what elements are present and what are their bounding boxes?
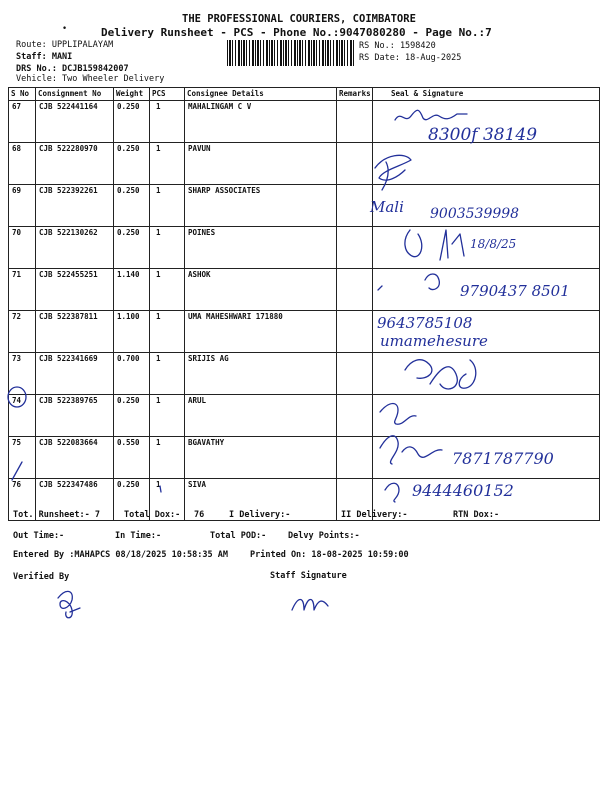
cell-pcs: 1: [150, 437, 185, 479]
cell-weight: 0.250: [114, 479, 150, 521]
phone-76: 9444460152: [412, 481, 514, 500]
cell-sno: 76: [9, 479, 36, 521]
signature-67: [395, 110, 467, 120]
cell-sno: 74: [9, 395, 36, 437]
phone-72: 9643785108: [377, 314, 473, 332]
cell-consignee: POINES: [185, 227, 337, 269]
name-72: umamehesure: [380, 332, 488, 350]
phone-67: 8300f 38149: [428, 125, 538, 145]
cell-consignee: SRIJIS AG: [185, 353, 337, 395]
total-dox-label: Total Dox:-: [124, 510, 181, 520]
ii-delivery: II Delivery:-: [341, 510, 408, 520]
cell-sno: 72: [9, 311, 36, 353]
cell-pcs: 1: [150, 311, 185, 353]
cell-pcs: 1: [150, 227, 185, 269]
cell-consignment: CJB 522455251: [36, 269, 114, 311]
phone-75: 7871787790: [452, 449, 554, 468]
vehicle: Vehicle: Two Wheeler Delivery: [16, 74, 165, 84]
cell-sno: 75: [9, 437, 36, 479]
cell-consignment: CJB 522389765: [36, 395, 114, 437]
cell-consignment: CJB 522347486: [36, 479, 114, 521]
company-name: THE PROFESSIONAL COURIERS, COIMBATORE: [182, 13, 416, 25]
signature-71: [378, 274, 439, 290]
col-weight: Weight: [114, 88, 150, 101]
cell-consignee: MAHALINGAM C V: [185, 101, 337, 143]
cell-sno: 71: [9, 269, 36, 311]
cell-weight: 1.100: [114, 311, 150, 353]
dot-mark: •: [62, 24, 68, 34]
cell-weight: 0.250: [114, 185, 150, 227]
cell-weight: 0.250: [114, 143, 150, 185]
cell-pcs: 1: [150, 269, 185, 311]
rs-date: RS Date: 18-Aug-2025: [359, 53, 462, 63]
total-dox-value: 76: [194, 510, 205, 520]
pen-tick: [160, 486, 161, 492]
col-consignee: Consignee Details: [185, 88, 337, 101]
rs-number: RS No.: 1598420: [359, 41, 436, 51]
cell-consignment: CJB 522387811: [36, 311, 114, 353]
cell-sno: 70: [9, 227, 36, 269]
name-69: Mali: [370, 198, 404, 216]
cell-consignment: CJB 522280970: [36, 143, 114, 185]
col-sno: S No: [9, 88, 36, 101]
staff-signature-mark: [292, 600, 328, 611]
cell-sno: 68: [9, 143, 36, 185]
staff: Staff: MANI: [16, 52, 73, 62]
col-consignment: Consignment No: [36, 88, 114, 101]
cell-pcs: 1: [150, 479, 185, 521]
signature-76: [385, 483, 399, 502]
circle-mark: [8, 387, 26, 407]
cell-pcs: 1: [150, 353, 185, 395]
cell-consignment: CJB 522130262: [36, 227, 114, 269]
cell-sno: 67: [9, 101, 36, 143]
cell-weight: 0.250: [114, 101, 150, 143]
col-signature: Seal & Signature: [373, 88, 600, 101]
total-pod: Total POD:-: [210, 531, 267, 541]
cell-consignment: CJB 522441164: [36, 101, 114, 143]
verified-signature: [58, 591, 80, 617]
signature-70: [405, 230, 464, 260]
runsheet-title: Delivery Runsheet - PCS - Phone No.:9047080280 - Page No.:7: [101, 26, 492, 39]
tot-runsheet: Tot. Runsheet:- 7: [13, 510, 100, 520]
cell-pcs: 1: [150, 101, 185, 143]
cell-consignee: PAVUN: [185, 143, 337, 185]
signature-73: [380, 360, 476, 424]
date-70: 18/8/25: [470, 237, 517, 251]
cell-pcs: 1: [150, 395, 185, 437]
cell-weight: 0.550: [114, 437, 150, 479]
in-time: In Time:-: [115, 531, 162, 541]
entered-by: Entered By :MAHAPCS 08/18/2025 10:58:35 AM: [13, 550, 228, 560]
rtn-dox: RTN Dox:-: [453, 510, 500, 520]
cell-consignment: CJB 522083664: [36, 437, 114, 479]
cell-consignee: SIVA: [185, 479, 337, 521]
delvy-points: Delvy Points:-: [288, 531, 360, 541]
phone-69: 9003539998: [430, 206, 520, 222]
col-pcs: PCS: [150, 88, 185, 101]
cell-consignment: CJB 522392261: [36, 185, 114, 227]
printed-on: Printed On: 18-08-2025 10:59:00: [250, 550, 409, 560]
cell-weight: 0.250: [114, 227, 150, 269]
cell-consignee: ARUL: [185, 395, 337, 437]
route: Route: UPPLIPALAYAM: [16, 40, 114, 50]
cell-sno: 69: [9, 185, 36, 227]
phone-71: 9790437 8501: [460, 282, 570, 300]
slash-mark: [12, 462, 22, 480]
verified-by: Verified By: [13, 572, 70, 582]
cell-consignee: ASHOK: [185, 269, 337, 311]
cell-consignment: CJB 522341669: [36, 353, 114, 395]
cell-consignee: UMA MAHESHWARI 171880: [185, 311, 337, 353]
staff-signature-label: Staff Signature: [270, 571, 347, 581]
cell-sno: 73: [9, 353, 36, 395]
signature-75: [380, 436, 442, 464]
signature-68: [375, 155, 411, 190]
cell-consignee: BGAVATHY: [185, 437, 337, 479]
cell-weight: 0.250: [114, 395, 150, 437]
cell-weight: 0.700: [114, 353, 150, 395]
col-remarks: Remarks: [337, 88, 373, 101]
cell-pcs: 1: [150, 143, 185, 185]
cell-weight: 1.140: [114, 269, 150, 311]
drs-number: DRS No.: DCJB159842007: [16, 64, 129, 74]
out-time: Out Time:-: [13, 531, 65, 541]
cell-consignee: SHARP ASSOCIATES: [185, 185, 337, 227]
cell-pcs: 1: [150, 185, 185, 227]
i-delivery: I Delivery:-: [229, 510, 291, 520]
